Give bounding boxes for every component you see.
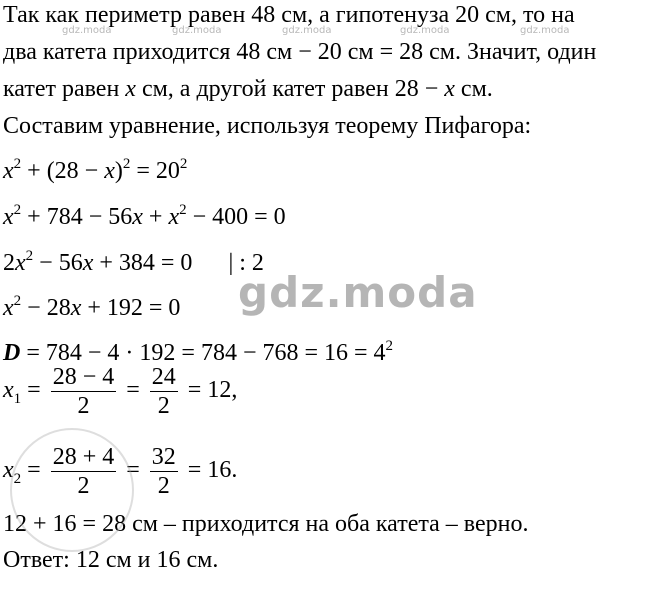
text-segment: катет равен — [3, 76, 126, 102]
watermark-small: gdz.moda — [520, 25, 570, 36]
variable-x: x — [444, 76, 455, 102]
equation-3 — [3, 248, 264, 278]
exponent: 2 — [13, 156, 22, 172]
fraction — [150, 443, 178, 500]
exponent: 2 — [25, 248, 34, 264]
variable-x: x — [3, 295, 14, 321]
equation-part: + 384 = 0 — [93, 250, 193, 276]
fraction-denominator: 2 — [157, 392, 170, 419]
equation-part: + — [142, 204, 169, 230]
equation-part: = — [120, 377, 146, 403]
fraction-numerator: 28 + 4 — [52, 443, 115, 470]
watermark-logo: gdz.moda — [238, 268, 478, 317]
watermark-small: gdz.moda — [62, 25, 112, 36]
fraction-denominator: 2 — [77, 392, 90, 419]
equation-part: + (28 − — [21, 158, 105, 184]
fraction-numerator: 24 — [151, 363, 176, 390]
variable-x: x — [125, 76, 136, 102]
variable-x: x — [3, 377, 14, 403]
equation-1 — [3, 156, 187, 186]
equation-part: − 400 = 0 — [186, 204, 286, 230]
equation-part: = 12, — [181, 377, 238, 403]
variable-x: x — [82, 250, 94, 276]
variable-x: x — [168, 204, 180, 230]
text-line-4: Составим уравнение, используя теорему Пифагора: — [3, 113, 532, 139]
equation-part: + 784 − 56 — [21, 204, 133, 230]
text-line-3 — [3, 74, 493, 104]
exponent: 2 — [179, 202, 187, 218]
exponent: 2 — [13, 293, 22, 309]
equation-part: + 192 = 0 — [81, 295, 181, 321]
equation-part: = 20 — [130, 158, 180, 184]
equation-part: − 28 — [21, 295, 71, 321]
equation-part: = 784 − 4 · 192 = 784 − 768 = 16 = 4 — [20, 340, 386, 366]
text-segment: см, а другой катет равен 28 − — [135, 76, 445, 102]
discriminant-symbol: D — [3, 340, 21, 366]
equation-part: ) — [114, 158, 123, 184]
fraction-denominator: 2 — [157, 472, 170, 499]
subscript: 1 — [13, 391, 22, 407]
variable-x: x — [3, 204, 14, 230]
equation-part: = — [21, 457, 47, 483]
equation-part: − 56 — [33, 250, 83, 276]
fraction — [51, 363, 117, 420]
fraction — [150, 363, 178, 420]
text-segment: см. — [454, 76, 493, 102]
exponent: 2 — [13, 202, 22, 218]
variable-x: x — [15, 250, 26, 276]
check-line: 12 + 16 = 28 см – приходится на оба катета – верно. — [3, 511, 529, 537]
watermark-stamp — [10, 428, 134, 552]
equation-part: = 16. — [181, 457, 238, 483]
text-line-1: Так как периметр равен 48 см, а гипотенуза 20 см, то на — [3, 2, 575, 28]
equation-2 — [3, 202, 286, 232]
variable-x: x — [70, 295, 82, 321]
variable-x: x — [104, 158, 115, 184]
variable-x: x — [3, 158, 14, 184]
fraction-numerator: 28 − 4 — [52, 363, 115, 390]
watermark-small: gdz.moda — [172, 25, 222, 36]
equation-part: = — [120, 457, 146, 483]
exponent: 2 — [179, 156, 188, 172]
watermark-small: gdz.moda — [282, 25, 332, 36]
root-x1-line — [3, 362, 237, 420]
answer-line: Ответ: 12 см и 16 см. — [3, 547, 219, 573]
equation-4 — [3, 293, 180, 323]
fraction-denominator: 2 — [77, 472, 90, 499]
equation-part: = — [21, 377, 47, 403]
variable-x: x — [3, 457, 14, 483]
variable-x: x — [132, 204, 143, 230]
subscript: 2 — [13, 471, 22, 487]
fraction-numerator: 32 — [151, 443, 176, 470]
exponent: 2 — [385, 338, 394, 354]
coefficient: 2 — [3, 250, 15, 276]
watermark-small: gdz.moda — [400, 25, 450, 36]
text-line-2: два катета приходится 48 см − 20 см = 28 см. Значит, один — [3, 39, 597, 65]
division-note: | : 2 — [228, 250, 264, 276]
exponent: 2 — [122, 156, 131, 172]
